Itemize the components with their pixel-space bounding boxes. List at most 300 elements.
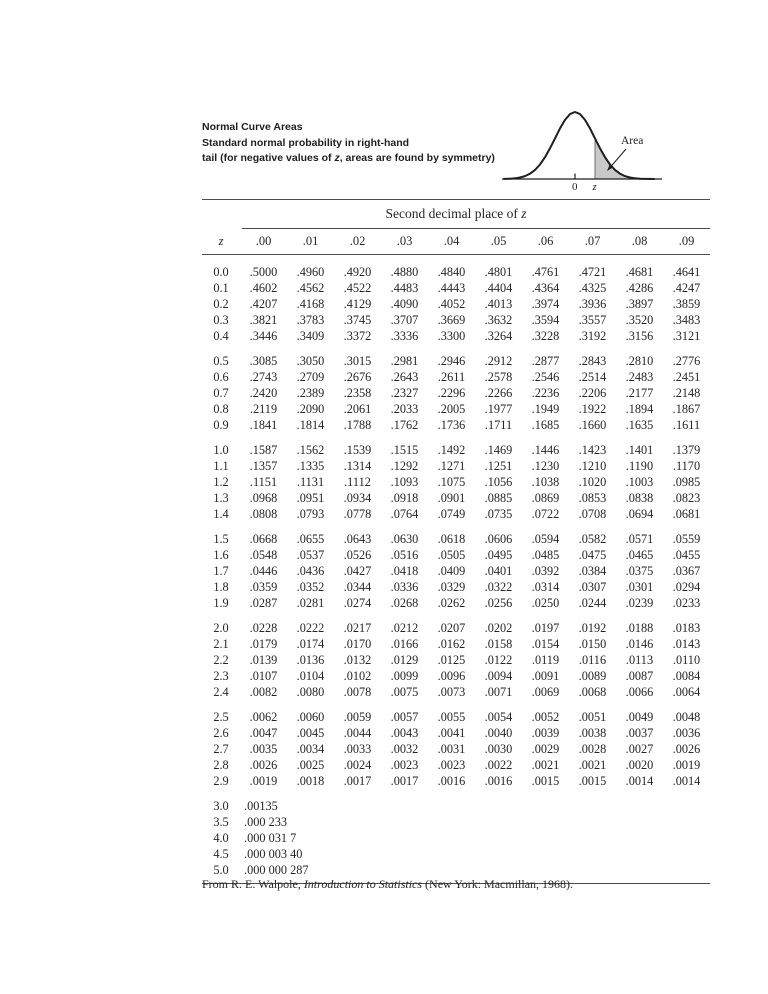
probability-cell: .2578 xyxy=(484,369,513,384)
probability-cell: .0064 xyxy=(672,684,701,699)
probability-cell: .0885 xyxy=(484,490,513,505)
z-value-cell: 2.9 xyxy=(213,773,229,788)
probability-cell: .0250 xyxy=(531,595,560,610)
probability-cell: .0143 xyxy=(672,636,701,651)
probability-cell: .4681 xyxy=(625,264,654,279)
probability-cell: .4641 xyxy=(672,264,701,279)
probability-cell: .3300 xyxy=(437,328,466,343)
z-value-cell: 0.3 xyxy=(213,312,229,327)
z-value-cell: 0.0 xyxy=(213,264,229,279)
z-value-cell: 2.7 xyxy=(213,741,229,756)
probability-cell: .2981 xyxy=(390,353,419,368)
z-value-cell: 0.6 xyxy=(213,369,229,384)
probability-cell: .0869 xyxy=(531,490,560,505)
probability-cell: .0287 xyxy=(249,595,278,610)
probability-cell: .2643 xyxy=(390,369,419,384)
probability-cell: .0548 xyxy=(249,547,278,562)
z-value-cell: 3.5 xyxy=(213,814,229,829)
probability-cell: .2206 xyxy=(578,385,607,400)
probability-cell: .00135 xyxy=(244,798,278,813)
probability-cell: .0028 xyxy=(578,741,607,756)
probability-cell: .0526 xyxy=(343,547,372,562)
probability-cell: .0049 xyxy=(625,709,654,724)
table-row xyxy=(202,798,710,814)
probability-cell: .0032 xyxy=(390,741,419,756)
probability-cell: .0606 xyxy=(484,531,513,546)
probability-cell: .0495 xyxy=(484,547,513,562)
probability-cell: .0655 xyxy=(296,531,325,546)
probability-cell: .0030 xyxy=(484,741,513,756)
probability-cell: .0062 xyxy=(249,709,278,724)
table-row xyxy=(202,741,710,757)
z-value-cell: 2.5 xyxy=(213,709,229,724)
probability-cell: .000 003 40 xyxy=(244,846,303,861)
probability-cell: .0375 xyxy=(625,563,654,578)
probability-cell: .0021 xyxy=(531,757,560,772)
probability-cell: .0019 xyxy=(672,757,701,772)
table-row xyxy=(202,490,710,506)
table-row xyxy=(202,353,710,369)
probability-cell: .1271 xyxy=(437,458,466,473)
probability-cell: .0035 xyxy=(249,741,278,756)
probability-cell: .3192 xyxy=(578,328,607,343)
probability-cell: .4840 xyxy=(437,264,466,279)
probability-cell: .0192 xyxy=(578,620,607,635)
probability-cell: .0793 xyxy=(296,506,325,521)
probability-cell: .4443 xyxy=(437,280,466,295)
table-row xyxy=(202,385,710,401)
normal-curve-icon xyxy=(502,101,666,196)
table-row xyxy=(202,264,710,280)
z-value-cell: 5.0 xyxy=(213,862,229,877)
probability-cell: .3520 xyxy=(625,312,654,327)
z-value-cell: 2.3 xyxy=(213,668,229,683)
probability-cell: .2005 xyxy=(437,401,466,416)
probability-cell: .4052 xyxy=(437,296,466,311)
probability-cell: .4286 xyxy=(625,280,654,295)
probability-cell: .0294 xyxy=(672,579,701,594)
column-header: .07 xyxy=(584,234,601,248)
normal-table xyxy=(202,199,710,884)
z-value-cell: 2.4 xyxy=(213,684,229,699)
probability-cell: .0014 xyxy=(672,773,701,788)
probability-cell: .2776 xyxy=(672,353,701,368)
column-header: .01 xyxy=(302,234,319,248)
probability-cell: .0071 xyxy=(484,684,513,699)
probability-cell: .0044 xyxy=(343,725,372,740)
probability-cell: .0094 xyxy=(484,668,513,683)
table-row xyxy=(202,328,710,344)
probability-cell: .0024 xyxy=(343,757,372,772)
probability-cell: .0183 xyxy=(672,620,701,635)
probability-cell: .0384 xyxy=(578,563,607,578)
probability-cell: .2743 xyxy=(249,369,278,384)
probability-cell: .0075 xyxy=(390,684,419,699)
table-row xyxy=(202,684,710,700)
probability-cell: .1401 xyxy=(625,442,654,457)
probability-cell: .3050 xyxy=(296,353,325,368)
probability-cell: .0202 xyxy=(484,620,513,635)
probability-cell: .0099 xyxy=(390,668,419,683)
z-value-cell: 1.9 xyxy=(213,595,229,610)
probability-cell: .2451 xyxy=(672,369,701,384)
probability-cell: .0104 xyxy=(296,668,325,683)
row-group xyxy=(202,611,710,700)
probability-cell: .0352 xyxy=(296,579,325,594)
probability-cell: .0170 xyxy=(343,636,372,651)
probability-cell: .0212 xyxy=(390,620,419,635)
z-value-cell: 1.8 xyxy=(213,579,229,594)
z-value-cell: 1.1 xyxy=(213,458,229,473)
probability-cell: .0618 xyxy=(437,531,466,546)
probability-cell: .0274 xyxy=(343,595,372,610)
probability-cell: .1292 xyxy=(390,458,419,473)
z-value-cell: 1.5 xyxy=(213,531,229,546)
probability-cell: .0197 xyxy=(531,620,560,635)
probability-cell: .1814 xyxy=(296,417,325,432)
probability-cell: .0038 xyxy=(578,725,607,740)
probability-cell: .0918 xyxy=(390,490,419,505)
table-row xyxy=(202,442,710,458)
probability-cell: .0179 xyxy=(249,636,278,651)
probability-cell: .1587 xyxy=(249,442,278,457)
probability-cell: .0418 xyxy=(390,563,419,578)
probability-cell: .2420 xyxy=(249,385,278,400)
probability-cell: .0027 xyxy=(625,741,654,756)
probability-cell: .0344 xyxy=(343,579,372,594)
probability-cell: .4761 xyxy=(531,264,560,279)
probability-cell: .0110 xyxy=(672,652,701,667)
probability-cell: .0951 xyxy=(296,490,325,505)
probability-cell: .4207 xyxy=(249,296,278,311)
probability-cell: .0505 xyxy=(437,547,466,562)
table-row xyxy=(202,296,710,312)
probability-cell: .0017 xyxy=(390,773,419,788)
probability-cell: .2514 xyxy=(578,369,607,384)
probability-cell: .0934 xyxy=(343,490,372,505)
probability-cell: .2912 xyxy=(484,353,513,368)
probability-cell: .1151 xyxy=(249,474,278,489)
probability-cell: .1056 xyxy=(484,474,513,489)
probability-cell: .0722 xyxy=(531,506,560,521)
probability-cell: .0537 xyxy=(296,547,325,562)
probability-cell: .4562 xyxy=(296,280,325,295)
probability-cell: .2676 xyxy=(343,369,372,384)
table-row xyxy=(202,417,710,433)
probability-cell: .1635 xyxy=(625,417,654,432)
probability-cell: .1423 xyxy=(578,442,607,457)
probability-cell: .1210 xyxy=(578,458,607,473)
probability-cell: .0031 xyxy=(437,741,466,756)
caption-line3: tail (for negative values of z, areas are found by symmetry) xyxy=(202,152,495,164)
probability-cell: .0749 xyxy=(437,506,466,521)
probability-cell: .3156 xyxy=(625,328,654,343)
probability-cell: .1038 xyxy=(531,474,560,489)
probability-cell: .1515 xyxy=(390,442,419,457)
probability-cell: .2266 xyxy=(484,385,513,400)
table-row xyxy=(202,369,710,385)
probability-cell: .0036 xyxy=(672,725,701,740)
probability-cell: .0019 xyxy=(249,773,278,788)
z-value-cell: 0.8 xyxy=(213,401,229,416)
z-value-cell: 0.9 xyxy=(213,417,229,432)
probability-cell: .1736 xyxy=(437,417,466,432)
probability-cell: .0051 xyxy=(578,709,607,724)
probability-cell: .0853 xyxy=(578,490,607,505)
probability-cell: .3745 xyxy=(343,312,372,327)
probability-cell: .3632 xyxy=(484,312,513,327)
probability-cell: .0322 xyxy=(484,579,513,594)
probability-cell: .0367 xyxy=(672,563,701,578)
probability-cell: .2358 xyxy=(343,385,372,400)
area-arrow-line xyxy=(612,149,626,166)
table-row xyxy=(202,773,710,789)
probability-cell: .0485 xyxy=(531,547,560,562)
probability-cell: .0014 xyxy=(625,773,654,788)
probability-cell: .4247 xyxy=(672,280,701,295)
probability-cell: .0048 xyxy=(672,709,701,724)
probability-cell: .3859 xyxy=(672,296,701,311)
probability-cell: .0015 xyxy=(578,773,607,788)
probability-cell: .0256 xyxy=(484,595,513,610)
probability-cell: .0029 xyxy=(531,741,560,756)
probability-cell: .4721 xyxy=(578,264,607,279)
probability-cell: .0217 xyxy=(343,620,372,635)
table-row xyxy=(202,579,710,595)
probability-cell: .0017 xyxy=(343,773,372,788)
z-column-header: z xyxy=(218,234,224,248)
probability-cell: .0023 xyxy=(437,757,466,772)
column-header: .02 xyxy=(349,234,366,248)
probability-cell: .0047 xyxy=(249,725,278,740)
probability-cell: .2296 xyxy=(437,385,466,400)
probability-cell: .0096 xyxy=(437,668,466,683)
probability-cell: .0069 xyxy=(531,684,560,699)
probability-cell: .4325 xyxy=(578,280,607,295)
table-body xyxy=(202,255,710,878)
probability-cell: .0026 xyxy=(249,757,278,772)
probability-cell: .0080 xyxy=(296,684,325,699)
probability-cell: .1251 xyxy=(484,458,513,473)
source-note-book-title: Introduction to Statistics xyxy=(303,877,423,891)
probability-cell: .0427 xyxy=(343,563,372,578)
probability-cell: .0436 xyxy=(296,563,325,578)
probability-cell: .0559 xyxy=(672,531,701,546)
probability-cell: .1003 xyxy=(625,474,654,489)
probability-cell: .3446 xyxy=(249,328,278,343)
probability-cell: .0455 xyxy=(672,547,701,562)
z-value-cell: 1.3 xyxy=(213,490,229,505)
probability-cell: .2389 xyxy=(296,385,325,400)
probability-cell: .1170 xyxy=(672,458,701,473)
probability-cell: .1867 xyxy=(672,401,701,416)
probability-cell: .0040 xyxy=(484,725,513,740)
probability-cell: .2877 xyxy=(531,353,560,368)
probability-cell: .0015 xyxy=(531,773,560,788)
probability-cell: .0059 xyxy=(343,709,372,724)
probability-cell: .2148 xyxy=(672,385,701,400)
probability-cell: .0708 xyxy=(578,506,607,521)
probability-cell: .0025 xyxy=(296,757,325,772)
probability-cell: .0018 xyxy=(296,773,325,788)
probability-cell: .3085 xyxy=(249,353,278,368)
probability-cell: .0122 xyxy=(484,652,513,667)
probability-cell: .0107 xyxy=(249,668,278,683)
probability-cell: .0968 xyxy=(249,490,278,505)
table-row xyxy=(202,652,710,668)
probability-cell: .0034 xyxy=(296,741,325,756)
probability-cell: .1335 xyxy=(296,458,325,473)
table-row xyxy=(202,757,710,773)
probability-cell: .3121 xyxy=(672,328,701,343)
table-row xyxy=(202,668,710,684)
probability-cell: .0516 xyxy=(390,547,419,562)
probability-cell: .0016 xyxy=(437,773,466,788)
probability-cell: .3669 xyxy=(437,312,466,327)
probability-cell: .4090 xyxy=(390,296,419,311)
probability-cell: .000 233 xyxy=(244,814,288,829)
probability-cell: .0129 xyxy=(390,652,419,667)
z-value-cell: 0.1 xyxy=(213,280,229,295)
probability-cell: .0594 xyxy=(531,531,560,546)
probability-cell: .2327 xyxy=(390,385,419,400)
table-row xyxy=(202,547,710,563)
probability-cell: .3707 xyxy=(390,312,419,327)
probability-cell: .0985 xyxy=(672,474,701,489)
probability-cell: .1788 xyxy=(343,417,372,432)
probability-cell: .0314 xyxy=(531,579,560,594)
probability-cell: .0060 xyxy=(296,709,325,724)
probability-cell: .0066 xyxy=(625,684,654,699)
z-value-cell: 2.1 xyxy=(213,636,229,651)
probability-cell: .4168 xyxy=(296,296,325,311)
probability-cell: .0087 xyxy=(625,668,654,683)
probability-cell: .0207 xyxy=(437,620,466,635)
probability-cell: .1446 xyxy=(531,442,560,457)
zero-axis-label: 0 xyxy=(572,181,578,193)
row-group xyxy=(202,255,710,344)
probability-cell: .0033 xyxy=(343,741,372,756)
probability-cell: .000 031 7 xyxy=(244,830,297,845)
probability-cell: .3821 xyxy=(249,312,278,327)
span-header-z-symbol: z xyxy=(521,206,527,221)
probability-cell: .1314 xyxy=(343,458,372,473)
probability-cell: .0052 xyxy=(531,709,560,724)
probability-cell: .0401 xyxy=(484,563,513,578)
probability-cell: .1020 xyxy=(578,474,607,489)
z-value-cell: 1.4 xyxy=(213,506,229,521)
probability-cell: .0089 xyxy=(578,668,607,683)
probability-cell: .0668 xyxy=(249,531,278,546)
probability-cell: .3336 xyxy=(390,328,419,343)
probability-cell: .0078 xyxy=(343,684,372,699)
probability-cell: .0571 xyxy=(625,531,654,546)
table-caption xyxy=(202,120,502,167)
probability-cell: .000 000 287 xyxy=(244,862,309,877)
probability-cell: .0166 xyxy=(390,636,419,651)
column-header: .06 xyxy=(537,234,554,248)
z-value-cell: 4.0 xyxy=(213,830,229,845)
probability-cell: .2946 xyxy=(437,353,466,368)
probability-cell: .4013 xyxy=(484,296,513,311)
probability-cell: .1977 xyxy=(484,401,513,416)
probability-cell: .0174 xyxy=(296,636,325,651)
probability-cell: .0808 xyxy=(249,506,278,521)
column-header: .00 xyxy=(255,234,272,248)
probability-cell: .0136 xyxy=(296,652,325,667)
probability-cell: .0084 xyxy=(672,668,701,683)
probability-cell: .1922 xyxy=(578,401,607,416)
probability-cell: .0307 xyxy=(578,579,607,594)
probability-cell: .2236 xyxy=(531,385,560,400)
probability-cell: .1685 xyxy=(531,417,560,432)
probability-cell: .0139 xyxy=(249,652,278,667)
probability-cell: .2090 xyxy=(296,401,325,416)
z-value-cell: 0.7 xyxy=(213,385,229,400)
probability-cell: .2546 xyxy=(531,369,560,384)
probability-cell: .4364 xyxy=(531,280,560,295)
table-row xyxy=(202,814,710,830)
column-header: .08 xyxy=(631,234,648,248)
probability-cell: .0823 xyxy=(672,490,701,505)
probability-cell: .0146 xyxy=(625,636,654,651)
probability-cell: .1357 xyxy=(249,458,278,473)
probability-cell: .0392 xyxy=(531,563,560,578)
probability-cell: .0465 xyxy=(625,547,654,562)
probability-cell: .4801 xyxy=(484,264,513,279)
row-group xyxy=(202,522,710,611)
probability-cell: .3264 xyxy=(484,328,513,343)
probability-cell: .0359 xyxy=(249,579,278,594)
probability-cell: .0643 xyxy=(343,531,372,546)
probability-cell: .4404 xyxy=(484,280,513,295)
probability-cell: .2061 xyxy=(343,401,372,416)
probability-cell: .3557 xyxy=(578,312,607,327)
probability-cell: .3372 xyxy=(343,328,372,343)
probability-cell: .2810 xyxy=(625,353,654,368)
probability-cell: .3015 xyxy=(343,353,372,368)
probability-cell: .2177 xyxy=(625,385,654,400)
probability-cell: .0125 xyxy=(437,652,466,667)
span-header: Second decimal place of z xyxy=(385,206,527,221)
probability-cell: .1539 xyxy=(343,442,372,457)
probability-cell: .4960 xyxy=(296,264,325,279)
z-value-cell: 2.0 xyxy=(213,620,229,635)
probability-cell: .1075 xyxy=(437,474,466,489)
probability-cell: .0162 xyxy=(437,636,466,651)
probability-cell: .1949 xyxy=(531,401,560,416)
probability-cell: .3974 xyxy=(531,296,560,311)
probability-cell: .0582 xyxy=(578,531,607,546)
probability-cell: .0228 xyxy=(249,620,278,635)
probability-cell: .2119 xyxy=(249,401,278,416)
probability-cell: .0150 xyxy=(578,636,607,651)
row-group xyxy=(202,433,710,522)
probability-cell: .0475 xyxy=(578,547,607,562)
probability-cell: .0021 xyxy=(578,757,607,772)
probability-cell: .1379 xyxy=(672,442,701,457)
probability-cell: .1492 xyxy=(437,442,466,457)
probability-cell: .0043 xyxy=(390,725,419,740)
normal-curve-figure xyxy=(502,101,666,196)
probability-cell: .2033 xyxy=(390,401,419,416)
column-header: .05 xyxy=(490,234,507,248)
table-row xyxy=(202,620,710,636)
probability-cell: .1660 xyxy=(578,417,607,432)
area-label: Area xyxy=(621,135,644,147)
probability-cell: .0054 xyxy=(484,709,513,724)
table-row xyxy=(202,595,710,611)
